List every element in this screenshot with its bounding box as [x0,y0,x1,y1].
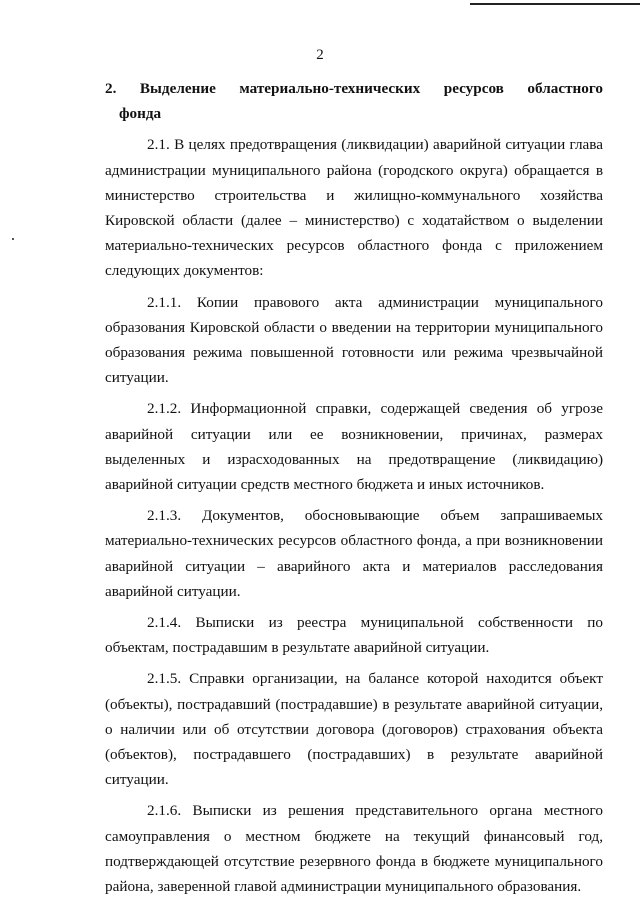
page-number: 2 [316,47,324,63]
paragraph-2-1-2: 2.1.2. Информационной справки, содержащей сведения об угрозе аварийной ситуации или ее возникновении, причинах, размерах выделенных и израсходованных на предотвращение (ликвидацию) аварийной ситуации средств местного бюджета и иных источников. [105,400,603,494]
section-heading-line-2: фонда [119,105,162,123]
section-heading-line-1: 2. Выделение материально-технических ресурсов областного [105,80,603,97]
document-body [105,76,603,905]
paragraph-2-1-3: 2.1.3. Документов, обосновывающие объем запрашиваемых материально-технических ресурсов областного фонда, а при возникновении аварийной ситуации – аварийного акта и материалов расследования аварийной ситуации. [105,507,603,600]
paragraph-2-1-4: 2.1.4. Выписки из реестра муниципальной собственности по объектам, пострадавшим в результате аварийной ситуации. [105,614,603,657]
paragraph-2-1-6: 2.1.6. Выписки из решения представительного органа местного самоуправления о местном бюджете на текущий финансовый год, подтверждающей отсутствие резервного фонда в бюджете муниципального района, заверенной главой администрации муниципального образования. [105,802,603,896]
section-heading [105,76,603,126]
scan-edge-rule [470,3,640,5]
paragraph-2-1: 2.1. В целях предотвращения (ликвидации) аварийной ситуации глава администрации муниципального района (городского округа) обращается в министерство строительства и жилищно-коммунального хозяйства Кировской области (далее – министерство) с ходатайством о выделении материально-технических ресурсов областного фонда с приложением следующих документов: [105,136,603,280]
paragraph-2-1-5: 2.1.5. Справки организации, на балансе которой находится объект (объекты), пострадавший (пострадавшие) в результате аварийной ситуации, о наличии или об отсутствии договора (договоров) страхования объекта (объектов), пострадавшего (пострадавших) в результате аварийной ситуации. [105,670,603,789]
scan-speck [12,238,14,240]
paragraph-2-1-1: 2.1.1. Копии правового акта администрации муниципального образования Кировской области о введении на территории муниципального образования режима повышенной готовности или режима чрезвычайной ситуации. [105,293,603,387]
